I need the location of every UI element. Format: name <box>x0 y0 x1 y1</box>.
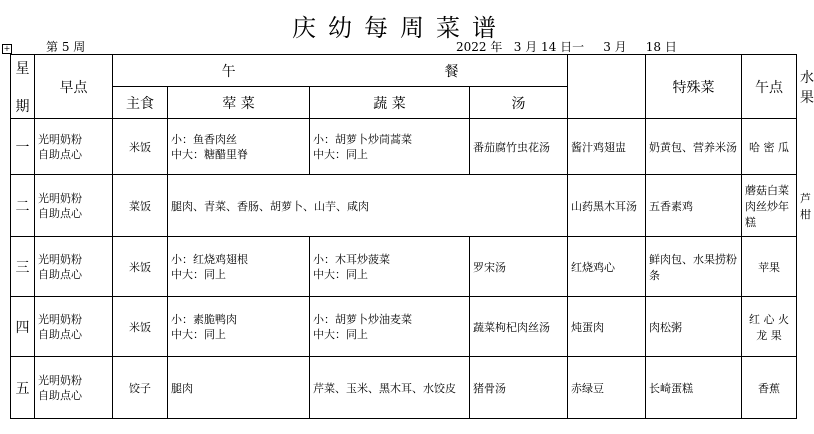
table-row <box>11 119 797 175</box>
header-day-top: 星 <box>15 60 30 77</box>
header-breakfast: 早点 <box>35 55 113 119</box>
meat-cell <box>168 297 310 357</box>
header-soup: 汤 <box>470 87 568 119</box>
week-label: 第 5 周 <box>46 40 86 54</box>
breakfast-line: 光明奶粉 <box>38 312 82 326</box>
veg-line: 小：胡萝卜炒油麦菜 <box>313 312 412 326</box>
header-staple: 主食 <box>113 87 168 119</box>
veg-line: 小：胡萝卜炒茼蒿菜 <box>313 132 412 146</box>
header-lunch-right: 餐 <box>444 63 459 80</box>
header-day-bottom: 期 <box>15 98 30 115</box>
meat-line: 中大：同上 <box>171 327 226 341</box>
veg-cell <box>310 119 470 175</box>
header-snack: 午点 <box>742 55 797 119</box>
special-cell: 酱汁鸡翅盅 <box>568 119 646 175</box>
snack-cell: 蘑菇白菜肉丝炒年糕 <box>742 175 797 237</box>
snack-cell: 长崎蛋糕 <box>646 357 742 419</box>
snack-cell: 肉松粥 <box>646 297 742 357</box>
breakfast-cell <box>35 357 113 419</box>
header-lunch <box>113 55 568 87</box>
table-row <box>11 237 797 297</box>
breakfast-line: 自助点心 <box>38 206 82 220</box>
snack-cell: 奶黄包、营养米汤 <box>646 119 742 175</box>
breakfast-line: 自助点心 <box>38 327 82 341</box>
veg-line: 中大：同上 <box>313 267 368 281</box>
page-title: 庆幼每周菜谱 <box>292 14 508 42</box>
soup-cell: 山药黑木耳汤 <box>568 175 646 237</box>
header-veg: 蔬 菜 <box>310 87 470 119</box>
day-cell: 一 <box>11 119 35 175</box>
soup-cell: 罗宋汤 <box>470 237 568 297</box>
day-cell: 三 <box>11 237 35 297</box>
veg-cell <box>310 237 470 297</box>
staple-cell: 米饭 <box>113 237 168 297</box>
breakfast-line: 光明奶粉 <box>38 252 82 266</box>
soup-cell: 蔬菜枸杞肉丝汤 <box>470 297 568 357</box>
header-meat: 荤 菜 <box>168 87 310 119</box>
staple-cell: 米饭 <box>113 297 168 357</box>
staple-cell: 饺子 <box>113 357 168 419</box>
veg-cell: 芹菜、玉米、黑木耳、水饺皮 <box>310 357 470 419</box>
header-lunch-left: 午 <box>221 63 236 80</box>
meat-line: 小：素脆鸭肉 <box>171 312 237 326</box>
breakfast-line: 光明奶粉 <box>38 191 82 205</box>
veg-line: 中大：同上 <box>313 147 368 161</box>
soup-cell: 番茄腐竹虫花汤 <box>470 119 568 175</box>
fruit-cell: 苹果 <box>742 237 797 297</box>
menu-table <box>10 54 814 419</box>
breakfast-cell <box>35 297 113 357</box>
special-cell: 赤绿豆 <box>568 357 646 419</box>
staple-cell: 菜饭 <box>113 175 168 237</box>
day-cell: 四 <box>11 297 35 357</box>
veg-line: 小：木耳炒菠菜 <box>313 252 390 266</box>
special-cell: 五香素鸡 <box>646 175 742 237</box>
table-row <box>11 357 797 419</box>
special-cell: 炖蛋肉 <box>568 297 646 357</box>
breakfast-line: 自助点心 <box>38 267 82 281</box>
header-row-1: 星 期 早点 午 餐 特殊菜 午点 水果 <box>11 55 797 87</box>
staple-cell: 米饭 <box>113 119 168 175</box>
combined-dish-cell: 腿肉、青菜、香肠、胡萝卜、山芋、咸肉 <box>168 175 568 237</box>
header-soup-blank <box>568 55 646 119</box>
header-special: 特殊菜 <box>646 55 742 119</box>
soup-cell: 猪骨汤 <box>470 357 568 419</box>
fruit-cell: 哈 密 瓜 <box>742 119 797 175</box>
meat-line: 小：鱼香肉丝 <box>171 132 237 146</box>
meat-cell <box>168 237 310 297</box>
fruit-cell: 红 心 火 龙 果 <box>742 297 797 357</box>
breakfast-cell <box>35 175 113 237</box>
header-day <box>11 55 35 119</box>
table-row: 二 光明奶粉 自助点心 菜饭 腿肉、青菜、香肠、胡萝卜、山芋、咸肉 山药黑木耳汤 五香素鸡 蘑菇白菜肉丝炒年糕 芦柑 <box>11 175 797 237</box>
table-row <box>11 297 797 357</box>
breakfast-cell <box>35 237 113 297</box>
meat-line: 中大：同上 <box>171 267 226 281</box>
special-cell: 红烧鸡心 <box>568 237 646 297</box>
meat-cell <box>168 119 310 175</box>
meat-line: 小：红烧鸡翅根 <box>171 252 248 266</box>
breakfast-line: 自助点心 <box>38 147 82 161</box>
fruit-cell: 香蕉 <box>742 357 797 419</box>
day-cell: 五 <box>11 357 35 419</box>
breakfast-line: 自助点心 <box>38 388 82 402</box>
breakfast-cell <box>35 119 113 175</box>
breakfast-line: 光明奶粉 <box>38 132 82 146</box>
meat-cell: 腿肉 <box>168 357 310 419</box>
veg-line: 中大：同上 <box>313 327 368 341</box>
snack-cell: 鲜肉包、水果捞粉条 <box>646 237 742 297</box>
table-anchor-icon[interactable]: + <box>3 44 11 53</box>
breakfast-line: 光明奶粉 <box>38 373 82 387</box>
date-range: 2022 年 3 月 14 日一 3 月 18 日 <box>456 40 677 54</box>
day-cell: 二 <box>11 175 35 237</box>
veg-cell <box>310 297 470 357</box>
meat-line: 中大：糖醋里脊 <box>171 147 248 161</box>
